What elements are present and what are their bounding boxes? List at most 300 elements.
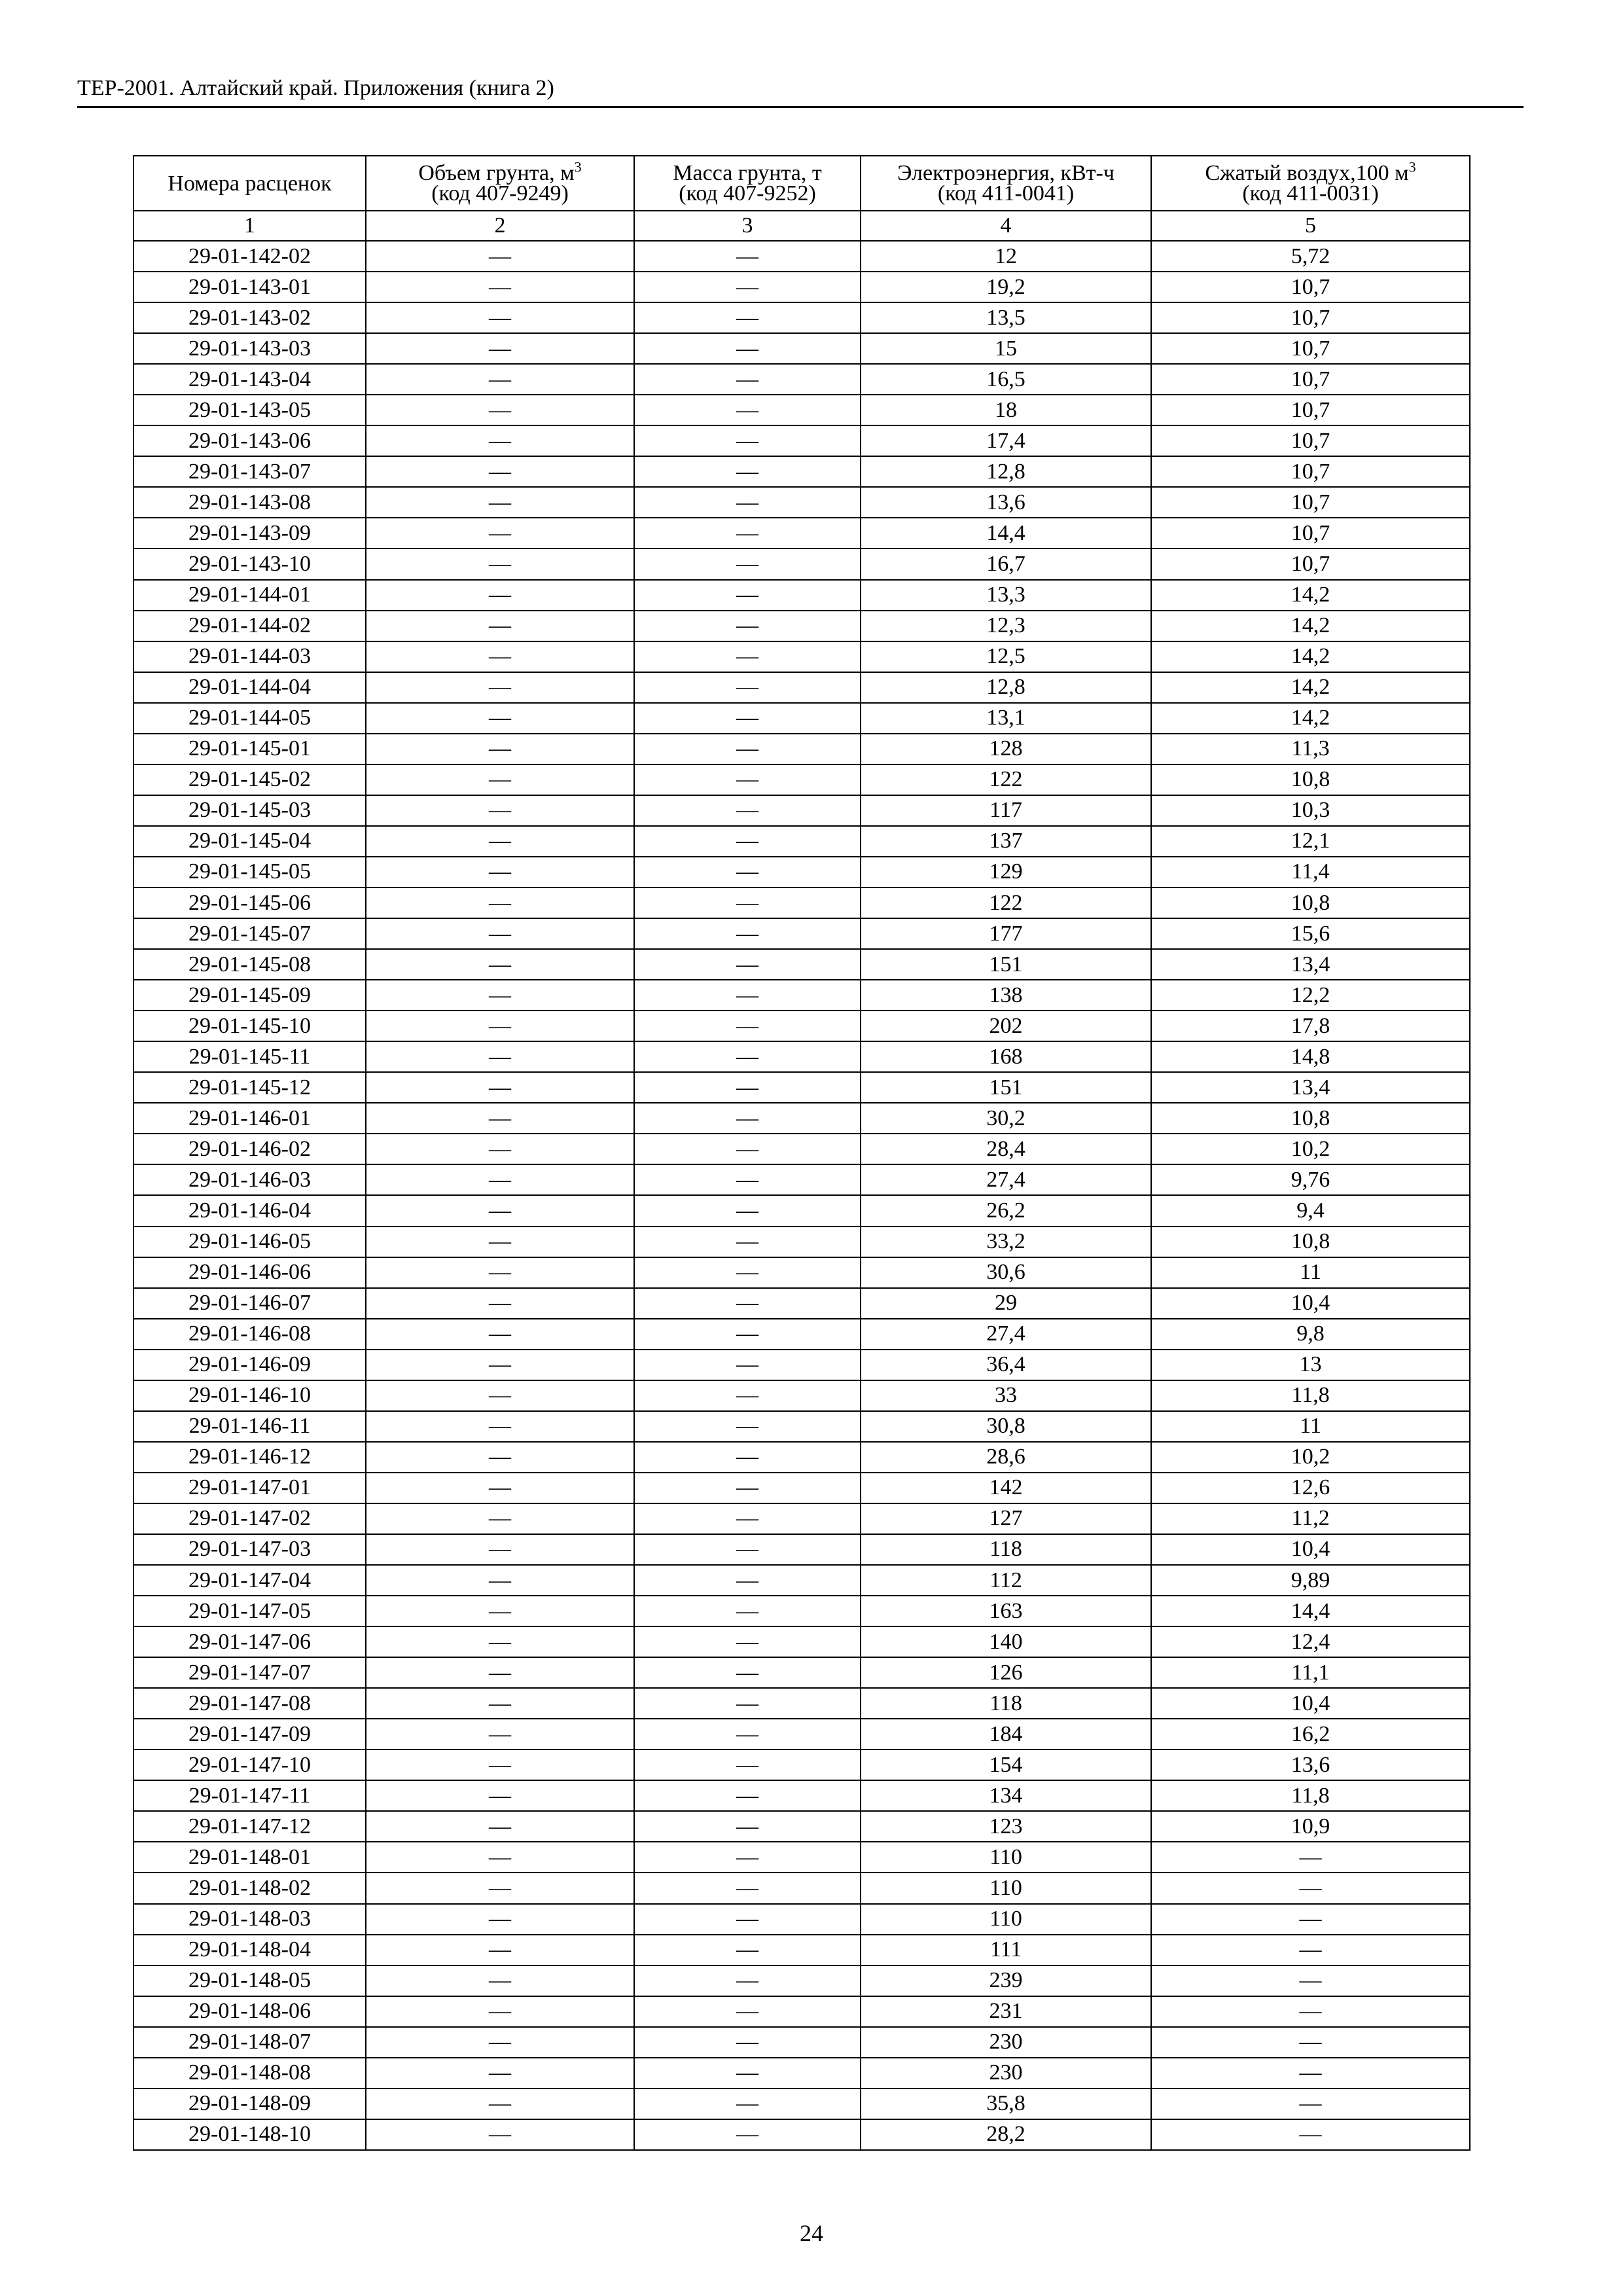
cell-rate-number: 29-01-145-07 bbox=[134, 918, 366, 949]
cell-compressed-air: 10,8 bbox=[1151, 1227, 1470, 1257]
table-row bbox=[134, 1811, 1470, 1842]
cell-electricity: 27,4 bbox=[861, 1319, 1151, 1350]
cell-rate-number: 29-01-145-02 bbox=[134, 764, 366, 795]
cell-compressed-air: 9,89 bbox=[1151, 1565, 1470, 1596]
cell-rate-number: 29-01-147-09 bbox=[134, 1719, 366, 1749]
cell-compressed-air: 10,8 bbox=[1151, 1103, 1470, 1134]
cell-rate-number: 29-01-147-12 bbox=[134, 1811, 366, 1842]
table-row bbox=[134, 1319, 1470, 1350]
table-row bbox=[134, 395, 1470, 425]
cell-rate-number: 29-01-143-10 bbox=[134, 548, 366, 579]
cell-electricity: 28,2 bbox=[861, 2119, 1151, 2150]
cell-rate-number: 29-01-147-05 bbox=[134, 1596, 366, 1626]
cell-soil-mass: — bbox=[634, 1072, 861, 1103]
cell-soil-mass: — bbox=[634, 364, 861, 395]
cell-soil-mass: — bbox=[634, 1134, 861, 1164]
cell-compressed-air: 17,8 bbox=[1151, 1011, 1470, 1041]
table-header-row bbox=[134, 156, 1470, 211]
cell-rate-number: 29-01-143-07 bbox=[134, 456, 366, 487]
cell-electricity: 13,6 bbox=[861, 487, 1151, 518]
cell-rate-number: 29-01-145-12 bbox=[134, 1072, 366, 1103]
table-row bbox=[134, 949, 1470, 980]
cell-rate-number: 29-01-147-02 bbox=[134, 1503, 366, 1534]
cell-soil-mass: — bbox=[634, 734, 861, 764]
cell-soil-volume: — bbox=[366, 918, 634, 949]
cell-soil-mass: — bbox=[634, 1596, 861, 1626]
table-row bbox=[134, 2027, 1470, 2058]
cell-soil-mass: — bbox=[634, 641, 861, 672]
cell-soil-mass: — bbox=[634, 826, 861, 857]
cell-rate-number: 29-01-146-10 bbox=[134, 1380, 366, 1411]
cell-electricity: 117 bbox=[861, 795, 1151, 826]
table-row bbox=[134, 1164, 1470, 1195]
cell-electricity: 35,8 bbox=[861, 2089, 1151, 2119]
cell-soil-volume: — bbox=[366, 1103, 634, 1134]
cell-soil-mass: — bbox=[634, 1904, 861, 1935]
cell-compressed-air: — bbox=[1151, 1842, 1470, 1873]
cell-rate-number: 29-01-145-03 bbox=[134, 795, 366, 826]
cell-rate-number: 29-01-142-02 bbox=[134, 241, 366, 272]
table-row bbox=[134, 734, 1470, 764]
cell-soil-volume: — bbox=[366, 580, 634, 611]
table-row bbox=[134, 857, 1470, 888]
cell-soil-volume: — bbox=[366, 333, 634, 364]
cell-compressed-air: 10,4 bbox=[1151, 1288, 1470, 1319]
cell-electricity: 18 bbox=[861, 395, 1151, 425]
cell-soil-mass: — bbox=[634, 1227, 861, 1257]
cell-soil-mass: — bbox=[634, 1657, 861, 1688]
cell-soil-volume: — bbox=[366, 2058, 634, 2089]
cell-electricity: 202 bbox=[861, 1011, 1151, 1041]
cell-compressed-air: — bbox=[1151, 1873, 1470, 1903]
cell-compressed-air: 11,8 bbox=[1151, 1780, 1470, 1811]
cell-soil-mass: — bbox=[634, 1873, 861, 1903]
cell-rate-number: 29-01-144-02 bbox=[134, 611, 366, 641]
cell-electricity: 12,8 bbox=[861, 672, 1151, 703]
cell-compressed-air: 9,4 bbox=[1151, 1195, 1470, 1226]
table-row bbox=[134, 1195, 1470, 1226]
table-row bbox=[134, 1411, 1470, 1442]
cell-soil-volume: — bbox=[366, 1904, 634, 1935]
cell-rate-number: 29-01-144-05 bbox=[134, 703, 366, 734]
cell-rate-number: 29-01-148-05 bbox=[134, 1965, 366, 1996]
cell-electricity: 12,8 bbox=[861, 456, 1151, 487]
cell-compressed-air: 14,4 bbox=[1151, 1596, 1470, 1626]
table-row bbox=[134, 1473, 1470, 1503]
cell-soil-volume: — bbox=[366, 1503, 634, 1534]
cell-rate-number: 29-01-143-03 bbox=[134, 333, 366, 364]
cell-rate-number: 29-01-143-05 bbox=[134, 395, 366, 425]
cell-electricity: 110 bbox=[861, 1842, 1151, 1873]
cell-compressed-air: 10,7 bbox=[1151, 333, 1470, 364]
cell-rate-number: 29-01-148-09 bbox=[134, 2089, 366, 2119]
table-row bbox=[134, 1719, 1470, 1749]
cell-electricity: 17,4 bbox=[861, 425, 1151, 456]
cell-rate-number: 29-01-143-02 bbox=[134, 302, 366, 333]
cell-electricity: 111 bbox=[861, 1935, 1151, 1965]
cell-soil-volume: — bbox=[366, 1873, 634, 1903]
cell-rate-number: 29-01-147-01 bbox=[134, 1473, 366, 1503]
cell-soil-volume: — bbox=[366, 1657, 634, 1688]
cell-soil-mass: — bbox=[634, 611, 861, 641]
cell-electricity: 27,4 bbox=[861, 1164, 1151, 1195]
table-row bbox=[134, 764, 1470, 795]
column-number: 3 bbox=[634, 211, 861, 241]
table-row bbox=[134, 1688, 1470, 1719]
cell-rate-number: 29-01-147-03 bbox=[134, 1534, 366, 1565]
table-row bbox=[134, 1227, 1470, 1257]
cell-compressed-air: 12,1 bbox=[1151, 826, 1470, 857]
cell-rate-number: 29-01-145-04 bbox=[134, 826, 366, 857]
cell-rate-number: 29-01-143-08 bbox=[134, 487, 366, 518]
cell-compressed-air: 14,2 bbox=[1151, 611, 1470, 641]
cell-soil-mass: — bbox=[634, 487, 861, 518]
table-row bbox=[134, 1565, 1470, 1596]
cell-soil-volume: — bbox=[366, 703, 634, 734]
cell-soil-mass: — bbox=[634, 395, 861, 425]
cell-soil-volume: — bbox=[366, 548, 634, 579]
cell-soil-volume: — bbox=[366, 1780, 634, 1811]
cell-soil-mass: — bbox=[634, 1965, 861, 1996]
cell-electricity: 112 bbox=[861, 1565, 1151, 1596]
cell-rate-number: 29-01-148-10 bbox=[134, 2119, 366, 2150]
table-row bbox=[134, 980, 1470, 1011]
cell-compressed-air: 11,8 bbox=[1151, 1380, 1470, 1411]
header-title: ТЕР-2001. Алтайский край. Приложения (книга 2) bbox=[77, 76, 554, 100]
cell-compressed-air: 10,7 bbox=[1151, 518, 1470, 548]
cell-soil-mass: — bbox=[634, 888, 861, 918]
cell-compressed-air: 12,4 bbox=[1151, 1626, 1470, 1657]
cell-compressed-air: 11,3 bbox=[1151, 734, 1470, 764]
table-row bbox=[134, 518, 1470, 548]
cell-soil-mass: — bbox=[634, 1565, 861, 1596]
cell-soil-mass: — bbox=[634, 857, 861, 888]
cell-soil-volume: — bbox=[366, 1626, 634, 1657]
cell-soil-mass: — bbox=[634, 1319, 861, 1350]
cell-electricity: 151 bbox=[861, 1072, 1151, 1103]
cell-rate-number: 29-01-148-04 bbox=[134, 1935, 366, 1965]
cell-rate-number: 29-01-146-12 bbox=[134, 1442, 366, 1473]
cell-soil-volume: — bbox=[366, 1257, 634, 1288]
cell-soil-mass: — bbox=[634, 333, 861, 364]
cell-electricity: 128 bbox=[861, 734, 1151, 764]
cell-soil-mass: — bbox=[634, 795, 861, 826]
table-row bbox=[134, 641, 1470, 672]
table-row bbox=[134, 333, 1470, 364]
cell-rate-number: 29-01-147-08 bbox=[134, 1688, 366, 1719]
cell-compressed-air: 10,3 bbox=[1151, 795, 1470, 826]
table-row bbox=[134, 672, 1470, 703]
cell-compressed-air: — bbox=[1151, 2058, 1470, 2089]
cell-soil-volume: — bbox=[366, 1442, 634, 1473]
table-row bbox=[134, 1996, 1470, 2027]
cell-soil-volume: — bbox=[366, 241, 634, 272]
cell-rate-number: 29-01-147-04 bbox=[134, 1565, 366, 1596]
cell-soil-volume: — bbox=[366, 1380, 634, 1411]
cell-electricity: 137 bbox=[861, 826, 1151, 857]
cell-soil-mass: — bbox=[634, 2119, 861, 2150]
cell-soil-mass: — bbox=[634, 1719, 861, 1749]
cell-soil-mass: — bbox=[634, 272, 861, 302]
cell-soil-mass: — bbox=[634, 1688, 861, 1719]
cell-compressed-air: 12,6 bbox=[1151, 1473, 1470, 1503]
cell-soil-mass: — bbox=[634, 1350, 861, 1380]
cell-soil-volume: — bbox=[366, 949, 634, 980]
column-number-row bbox=[134, 211, 1470, 241]
cell-soil-volume: — bbox=[366, 1195, 634, 1226]
table-row bbox=[134, 1011, 1470, 1041]
cell-compressed-air: 10,2 bbox=[1151, 1442, 1470, 1473]
cell-soil-volume: — bbox=[366, 1350, 634, 1380]
cell-soil-mass: — bbox=[634, 1534, 861, 1565]
cell-rate-number: 29-01-143-09 bbox=[134, 518, 366, 548]
table-row bbox=[134, 1842, 1470, 1873]
cell-soil-mass: — bbox=[634, 1380, 861, 1411]
cell-compressed-air: 9,8 bbox=[1151, 1319, 1470, 1350]
cell-compressed-air: 10,7 bbox=[1151, 487, 1470, 518]
cell-soil-volume: — bbox=[366, 1227, 634, 1257]
cell-soil-volume: — bbox=[366, 425, 634, 456]
cell-soil-mass: — bbox=[634, 1164, 861, 1195]
table-row bbox=[134, 795, 1470, 826]
cell-rate-number: 29-01-148-08 bbox=[134, 2058, 366, 2089]
cell-rate-number: 29-01-145-08 bbox=[134, 949, 366, 980]
cell-rate-number: 29-01-146-04 bbox=[134, 1195, 366, 1226]
cell-compressed-air: 5,72 bbox=[1151, 241, 1470, 272]
cell-soil-mass: — bbox=[634, 764, 861, 795]
cell-soil-mass: — bbox=[634, 1257, 861, 1288]
cell-soil-volume: — bbox=[366, 302, 634, 333]
cell-rate-number: 29-01-148-03 bbox=[134, 1904, 366, 1935]
cell-soil-volume: — bbox=[366, 672, 634, 703]
cell-soil-volume: — bbox=[366, 980, 634, 1011]
cell-compressed-air: 14,2 bbox=[1151, 580, 1470, 611]
cell-rate-number: 29-01-145-09 bbox=[134, 980, 366, 1011]
cell-rate-number: 29-01-148-06 bbox=[134, 1996, 366, 2027]
cell-compressed-air: 10,2 bbox=[1151, 1134, 1470, 1164]
cell-compressed-air: 12,2 bbox=[1151, 980, 1470, 1011]
table-row bbox=[134, 456, 1470, 487]
table-row bbox=[134, 1442, 1470, 1473]
cell-soil-volume: — bbox=[366, 1011, 634, 1041]
cell-compressed-air: 10,4 bbox=[1151, 1534, 1470, 1565]
table-row bbox=[134, 826, 1470, 857]
cell-soil-volume: — bbox=[366, 395, 634, 425]
cell-electricity: 36,4 bbox=[861, 1350, 1151, 1380]
cell-rate-number: 29-01-146-06 bbox=[134, 1257, 366, 1288]
cell-rate-number: 29-01-143-01 bbox=[134, 272, 366, 302]
cell-rate-number: 29-01-143-04 bbox=[134, 364, 366, 395]
cell-electricity: 13,1 bbox=[861, 703, 1151, 734]
cell-compressed-air: 11 bbox=[1151, 1411, 1470, 1442]
cell-electricity: 33 bbox=[861, 1380, 1151, 1411]
cell-compressed-air: 14,2 bbox=[1151, 672, 1470, 703]
table-row bbox=[134, 1904, 1470, 1935]
table-row bbox=[134, 548, 1470, 579]
cell-soil-volume: — bbox=[366, 1996, 634, 2027]
cell-soil-mass: — bbox=[634, 2058, 861, 2089]
table-row bbox=[134, 1965, 1470, 1996]
cell-soil-mass: — bbox=[634, 1103, 861, 1134]
cell-soil-mass: — bbox=[634, 302, 861, 333]
table-row bbox=[134, 1749, 1470, 1780]
cell-compressed-air: 13,6 bbox=[1151, 1749, 1470, 1780]
cell-rate-number: 29-01-147-11 bbox=[134, 1780, 366, 1811]
cell-soil-mass: — bbox=[634, 1195, 861, 1226]
cell-compressed-air: — bbox=[1151, 2027, 1470, 2058]
cell-electricity: 154 bbox=[861, 1749, 1151, 1780]
cell-compressed-air: 10,7 bbox=[1151, 425, 1470, 456]
cell-electricity: 134 bbox=[861, 1780, 1151, 1811]
col-header-electricity: Электроэнергия, кВт-ч (код 411-0041) bbox=[861, 156, 1151, 211]
cell-electricity: 12,3 bbox=[861, 611, 1151, 641]
cell-compressed-air: 10,7 bbox=[1151, 548, 1470, 579]
cell-soil-mass: — bbox=[634, 2027, 861, 2058]
cell-soil-volume: — bbox=[366, 2089, 634, 2119]
cell-soil-volume: — bbox=[366, 734, 634, 764]
cell-electricity: 239 bbox=[861, 1965, 1151, 1996]
cell-rate-number: 29-01-146-03 bbox=[134, 1164, 366, 1195]
cell-rate-number: 29-01-146-08 bbox=[134, 1319, 366, 1350]
col-header-soil-volume: Объем грунта, $м^3$ (код 407-9249) bbox=[366, 156, 634, 211]
cell-compressed-air: 10,9 bbox=[1151, 1811, 1470, 1842]
table-row bbox=[134, 580, 1470, 611]
cell-electricity: 138 bbox=[861, 980, 1151, 1011]
cell-rate-number: 29-01-147-06 bbox=[134, 1626, 366, 1657]
cell-compressed-air: 9,76 bbox=[1151, 1164, 1470, 1195]
cell-rate-number: 29-01-148-01 bbox=[134, 1842, 366, 1873]
cell-rate-number: 29-01-146-02 bbox=[134, 1134, 366, 1164]
cell-soil-volume: — bbox=[366, 1965, 634, 1996]
cell-electricity: 12,5 bbox=[861, 641, 1151, 672]
cell-electricity: 122 bbox=[861, 888, 1151, 918]
cell-soil-volume: — bbox=[366, 1072, 634, 1103]
cell-rate-number: 29-01-146-11 bbox=[134, 1411, 366, 1442]
cell-electricity: 15 bbox=[861, 333, 1151, 364]
col-header-soil-mass: Масса грунта, т (код 407-9252) bbox=[634, 156, 861, 211]
cell-electricity: 28,4 bbox=[861, 1134, 1151, 1164]
cell-soil-mass: — bbox=[634, 1811, 861, 1842]
column-number: 2 bbox=[366, 211, 634, 241]
cell-rate-number: 29-01-148-02 bbox=[134, 1873, 366, 1903]
cell-soil-volume: — bbox=[366, 857, 634, 888]
cell-soil-volume: — bbox=[366, 456, 634, 487]
cell-soil-mass: — bbox=[634, 672, 861, 703]
table-row bbox=[134, 1596, 1470, 1626]
cell-electricity: 12 bbox=[861, 241, 1151, 272]
cell-rate-number: 29-01-145-01 bbox=[134, 734, 366, 764]
cell-compressed-air: — bbox=[1151, 1935, 1470, 1965]
cell-soil-mass: — bbox=[634, 1842, 861, 1873]
table-row bbox=[134, 241, 1470, 272]
cell-electricity: 163 bbox=[861, 1596, 1151, 1626]
cell-rate-number: 29-01-144-03 bbox=[134, 641, 366, 672]
cell-electricity: 30,8 bbox=[861, 1411, 1151, 1442]
cell-electricity: 30,6 bbox=[861, 1257, 1151, 1288]
cell-rate-number: 29-01-145-11 bbox=[134, 1041, 366, 1072]
cell-compressed-air: 10,4 bbox=[1151, 1688, 1470, 1719]
cell-electricity: 230 bbox=[861, 2027, 1151, 2058]
cell-soil-volume: — bbox=[366, 2027, 634, 2058]
cell-soil-volume: — bbox=[366, 1842, 634, 1873]
cell-electricity: 122 bbox=[861, 764, 1151, 795]
cell-electricity: 151 bbox=[861, 949, 1151, 980]
table-row bbox=[134, 888, 1470, 918]
cell-compressed-air: — bbox=[1151, 1904, 1470, 1935]
cell-compressed-air: 14,2 bbox=[1151, 641, 1470, 672]
column-number: 4 bbox=[861, 211, 1151, 241]
cell-compressed-air: — bbox=[1151, 1965, 1470, 1996]
cell-soil-mass: — bbox=[634, 1626, 861, 1657]
cell-soil-mass: — bbox=[634, 1442, 861, 1473]
cell-soil-volume: — bbox=[366, 1473, 634, 1503]
cell-soil-mass: — bbox=[634, 1411, 861, 1442]
cell-electricity: 168 bbox=[861, 1041, 1151, 1072]
cell-soil-mass: — bbox=[634, 1996, 861, 2027]
cell-electricity: 110 bbox=[861, 1904, 1151, 1935]
cell-compressed-air: 10,7 bbox=[1151, 302, 1470, 333]
cell-electricity: 126 bbox=[861, 1657, 1151, 1688]
cell-electricity: 30,2 bbox=[861, 1103, 1151, 1134]
cell-compressed-air: 13,4 bbox=[1151, 949, 1470, 980]
col-header-compressed-air: Сжатый воздух,100 $м^3$ (код 411-0031) bbox=[1151, 156, 1470, 211]
cell-rate-number: 29-01-146-05 bbox=[134, 1227, 366, 1257]
cell-soil-volume: — bbox=[366, 518, 634, 548]
cell-soil-mass: — bbox=[634, 703, 861, 734]
cell-rate-number: 29-01-147-10 bbox=[134, 1749, 366, 1780]
cell-compressed-air: — bbox=[1151, 2089, 1470, 2119]
cell-soil-volume: — bbox=[366, 1935, 634, 1965]
cell-rate-number: 29-01-146-07 bbox=[134, 1288, 366, 1319]
cell-compressed-air: 13,4 bbox=[1151, 1072, 1470, 1103]
cell-soil-mass: — bbox=[634, 1288, 861, 1319]
cell-soil-mass: — bbox=[634, 1041, 861, 1072]
cell-electricity: 129 bbox=[861, 857, 1151, 888]
cell-soil-volume: — bbox=[366, 795, 634, 826]
cell-soil-mass: — bbox=[634, 518, 861, 548]
table-row bbox=[134, 1072, 1470, 1103]
cell-soil-mass: — bbox=[634, 949, 861, 980]
cell-compressed-air: 13 bbox=[1151, 1350, 1470, 1380]
cell-compressed-air: 11 bbox=[1151, 1257, 1470, 1288]
cell-soil-mass: — bbox=[634, 1473, 861, 1503]
cell-soil-mass: — bbox=[634, 580, 861, 611]
table-row bbox=[134, 487, 1470, 518]
cell-soil-volume: — bbox=[366, 1565, 634, 1596]
table-row bbox=[134, 302, 1470, 333]
cell-electricity: 142 bbox=[861, 1473, 1151, 1503]
cell-compressed-air: 16,2 bbox=[1151, 1719, 1470, 1749]
cell-rate-number: 29-01-148-07 bbox=[134, 2027, 366, 2058]
cell-electricity: 26,2 bbox=[861, 1195, 1151, 1226]
cell-soil-mass: — bbox=[634, 1749, 861, 1780]
table-row bbox=[134, 1288, 1470, 1319]
cell-soil-volume: — bbox=[366, 1134, 634, 1164]
cell-soil-volume: — bbox=[366, 1164, 634, 1195]
cell-soil-mass: — bbox=[634, 1935, 861, 1965]
cell-compressed-air: 14,2 bbox=[1151, 703, 1470, 734]
table-row bbox=[134, 1350, 1470, 1380]
cell-soil-mass: — bbox=[634, 241, 861, 272]
cell-electricity: 13,5 bbox=[861, 302, 1151, 333]
cell-soil-volume: — bbox=[366, 1288, 634, 1319]
table-row bbox=[134, 2058, 1470, 2089]
cell-soil-volume: — bbox=[366, 641, 634, 672]
cell-compressed-air: — bbox=[1151, 2119, 1470, 2150]
cell-soil-volume: — bbox=[366, 1319, 634, 1350]
cell-electricity: 13,3 bbox=[861, 580, 1151, 611]
cell-rate-number: 29-01-145-05 bbox=[134, 857, 366, 888]
